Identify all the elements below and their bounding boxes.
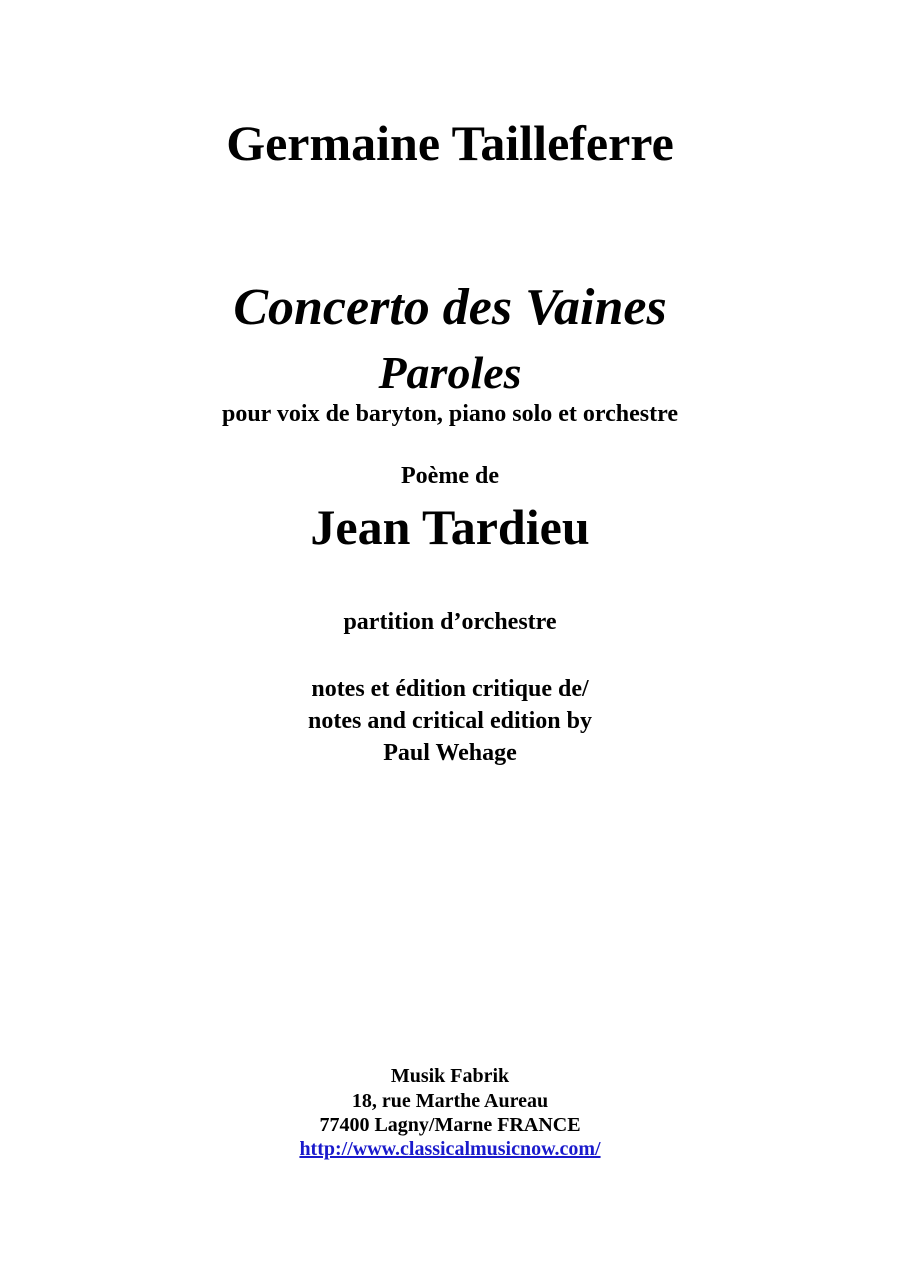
score-type: partition d’orchestre xyxy=(343,609,557,635)
poem-label: Poème de xyxy=(401,463,499,489)
edition-line-english: notes and critical edition by xyxy=(307,708,592,734)
edition-line-french: notes et édition critique de/ xyxy=(311,676,589,702)
publisher-street: 18, rue Marthe Aureau xyxy=(351,1090,549,1112)
publisher-city: 77400 Lagny/Marne FRANCE xyxy=(319,1114,581,1136)
publisher-website-link[interactable]: http://www.classicalmusicnow.com/ xyxy=(299,1138,601,1160)
editor-name: Paul Wehage xyxy=(383,740,517,766)
work-title-line-2: Paroles xyxy=(378,347,522,398)
work-title-line-1: Concerto des Vaines xyxy=(233,279,667,336)
poet-name: Jean Tardieu xyxy=(310,499,590,555)
composer-name: Germaine Tailleferre xyxy=(226,115,674,171)
work-subtitle: pour voix de baryton, piano solo et orchestre xyxy=(221,401,678,427)
publisher-name: Musik Fabrik xyxy=(390,1065,510,1087)
publisher-url-line xyxy=(0,1139,900,1159)
